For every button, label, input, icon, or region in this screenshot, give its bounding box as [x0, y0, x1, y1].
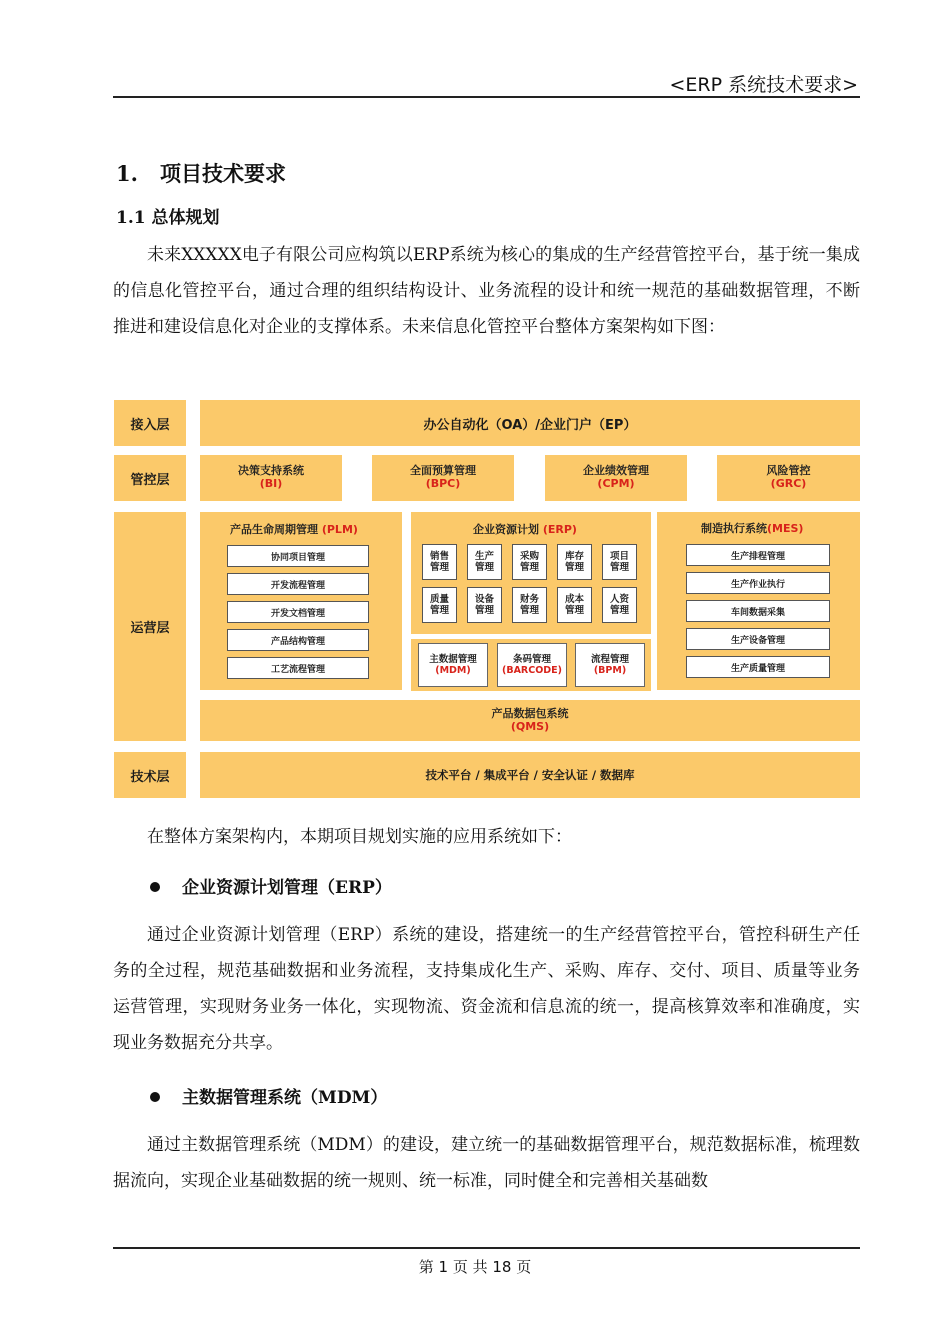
plm-item: 产品结构管理: [227, 629, 369, 651]
section-title: 项目技术要求: [160, 161, 286, 186]
control-item-bi-code: (BI): [259, 477, 283, 490]
mes-item: 生产排程管理: [686, 544, 830, 566]
control-item-bpc-code: (BPC): [425, 477, 461, 490]
bullet-dot-icon: [150, 1092, 160, 1102]
mes-item: 生产质量管理: [686, 656, 830, 678]
erp-module: 成本管理: [557, 587, 592, 623]
mes-item: 车间数据采集: [686, 600, 830, 622]
section-heading: [116, 158, 286, 188]
bullet-dot-icon: [150, 882, 160, 892]
erp-module: 库存管理: [557, 544, 592, 580]
erp-code: (ERP): [542, 523, 577, 536]
qms-name: 产品数据包系统: [491, 707, 569, 720]
control-item-bpc: [372, 455, 514, 501]
qms-code: (QMS): [510, 720, 550, 733]
mdm-paragraph: 通过主数据管理系统（MDM）的建设，建立统一的基础数据管理平台，规范数据标准，梳理数据流向，实现企业基础数据的统一规则、统一标准，同时健全和完善相关基础数: [113, 1135, 860, 1191]
intro-paragraph: 未来XXXXX电子有限公司应构筑以ERP系统为核心的集成的生产经营管控平台，基于统一集成的信息化管控平台，通过合理的组织结构设计、业务流程的设计和统一规范的基础数据管理，不断推进和建设信息化对企业的支撑体系。未来信息化管控平台整体方案架构如下图：: [113, 245, 860, 337]
erp-module: 销售管理: [422, 544, 457, 580]
support-item-bpm: 流程管理 (BPM): [575, 643, 645, 687]
mes-code: (MES): [767, 522, 804, 535]
support-systems-box: [411, 639, 651, 691]
support-item-mdm: 主数据管理 (MDM): [418, 643, 488, 687]
section-number: 1.: [116, 161, 138, 186]
mes-item: 生产作业执行: [686, 572, 830, 594]
control-item-bi-name: 决策支持系统: [238, 464, 304, 477]
after-diagram-paragraph: 在整体方案架构内，本期项目规划实施的应用系统如下：: [147, 827, 572, 847]
plm-title: 产品生命周期管理 (PLM): [230, 523, 358, 536]
layer-access-label: 接入层: [114, 400, 186, 446]
erp-module: 生产管理: [467, 544, 502, 580]
tech-bar: 技术平台 / 集成平台 / 安全认证 / 数据库: [200, 752, 860, 798]
layer-tech-label: 技术层: [114, 752, 186, 798]
qms-bar: [200, 700, 860, 741]
plm-item: 开发文档管理: [227, 601, 369, 623]
erp-paragraph: 通过企业资源计划管理（ERP）系统的建设，搭建统一的生产经营管控平台，管控科研生产任务的全过程，规范基础数据和业务流程，支持集成化生产、采购、库存、交付、项目、质量等业务运营管理，实现财务业务一体化，实现物流、资金流和信息流的统一，提高核算效率和准确度，实现业务数据充分共享。: [113, 925, 860, 1053]
access-bar: 办公自动化（OA）/企业门户（EP）: [200, 400, 860, 446]
erp-module: 财务管理: [512, 587, 547, 623]
footer-page-number: 第 1 页 共 18 页: [418, 1258, 532, 1276]
control-item-bi: [200, 455, 342, 501]
layer-operation-label: 运营层: [114, 512, 186, 741]
erp-module: 采购管理: [512, 544, 547, 580]
control-item-cpm-name: 企业绩效管理: [583, 464, 649, 477]
bullet-erp: 企业资源计划管理（ERP）: [150, 873, 392, 898]
erp-module: 人资管理: [602, 587, 637, 623]
header-title: <ERP 系统技术要求>: [669, 74, 858, 96]
mes-box: [657, 512, 860, 690]
plm-item: 工艺流程管理: [227, 657, 369, 679]
erp-module: 项目管理: [602, 544, 637, 580]
control-item-cpm: [545, 455, 687, 501]
subsection-heading: 1.1 总体规划: [116, 208, 220, 228]
erp-module: 质量管理: [422, 587, 457, 623]
mes-item: 生产设备管理: [686, 628, 830, 650]
footer-rule: [113, 1247, 860, 1249]
plm-item: 协同项目管理: [227, 545, 369, 567]
bullet-mdm: 主数据管理系统（MDM）: [150, 1083, 387, 1108]
layer-control-label: 管控层: [114, 455, 186, 501]
control-item-cpm-code: (CPM): [597, 477, 635, 490]
erp-title: 企业资源计划 (ERP): [473, 523, 577, 536]
erp-box: [411, 512, 651, 634]
plm-code: (PLM): [321, 523, 358, 536]
architecture-diagram: [114, 400, 860, 798]
control-item-bpc-name: 全面预算管理: [410, 464, 476, 477]
support-item-barcode: 条码管理 (BARCODE): [497, 643, 567, 687]
plm-box: [200, 512, 402, 690]
erp-module: 设备管理: [467, 587, 502, 623]
plm-item: 开发流程管理: [227, 573, 369, 595]
control-item-grc-code: (GRC): [770, 477, 807, 490]
control-item-grc: [717, 455, 860, 501]
control-item-grc-name: 风险管控: [766, 464, 811, 477]
mes-title: 制造执行系统(MES): [701, 522, 804, 535]
header-rule: [113, 96, 860, 98]
